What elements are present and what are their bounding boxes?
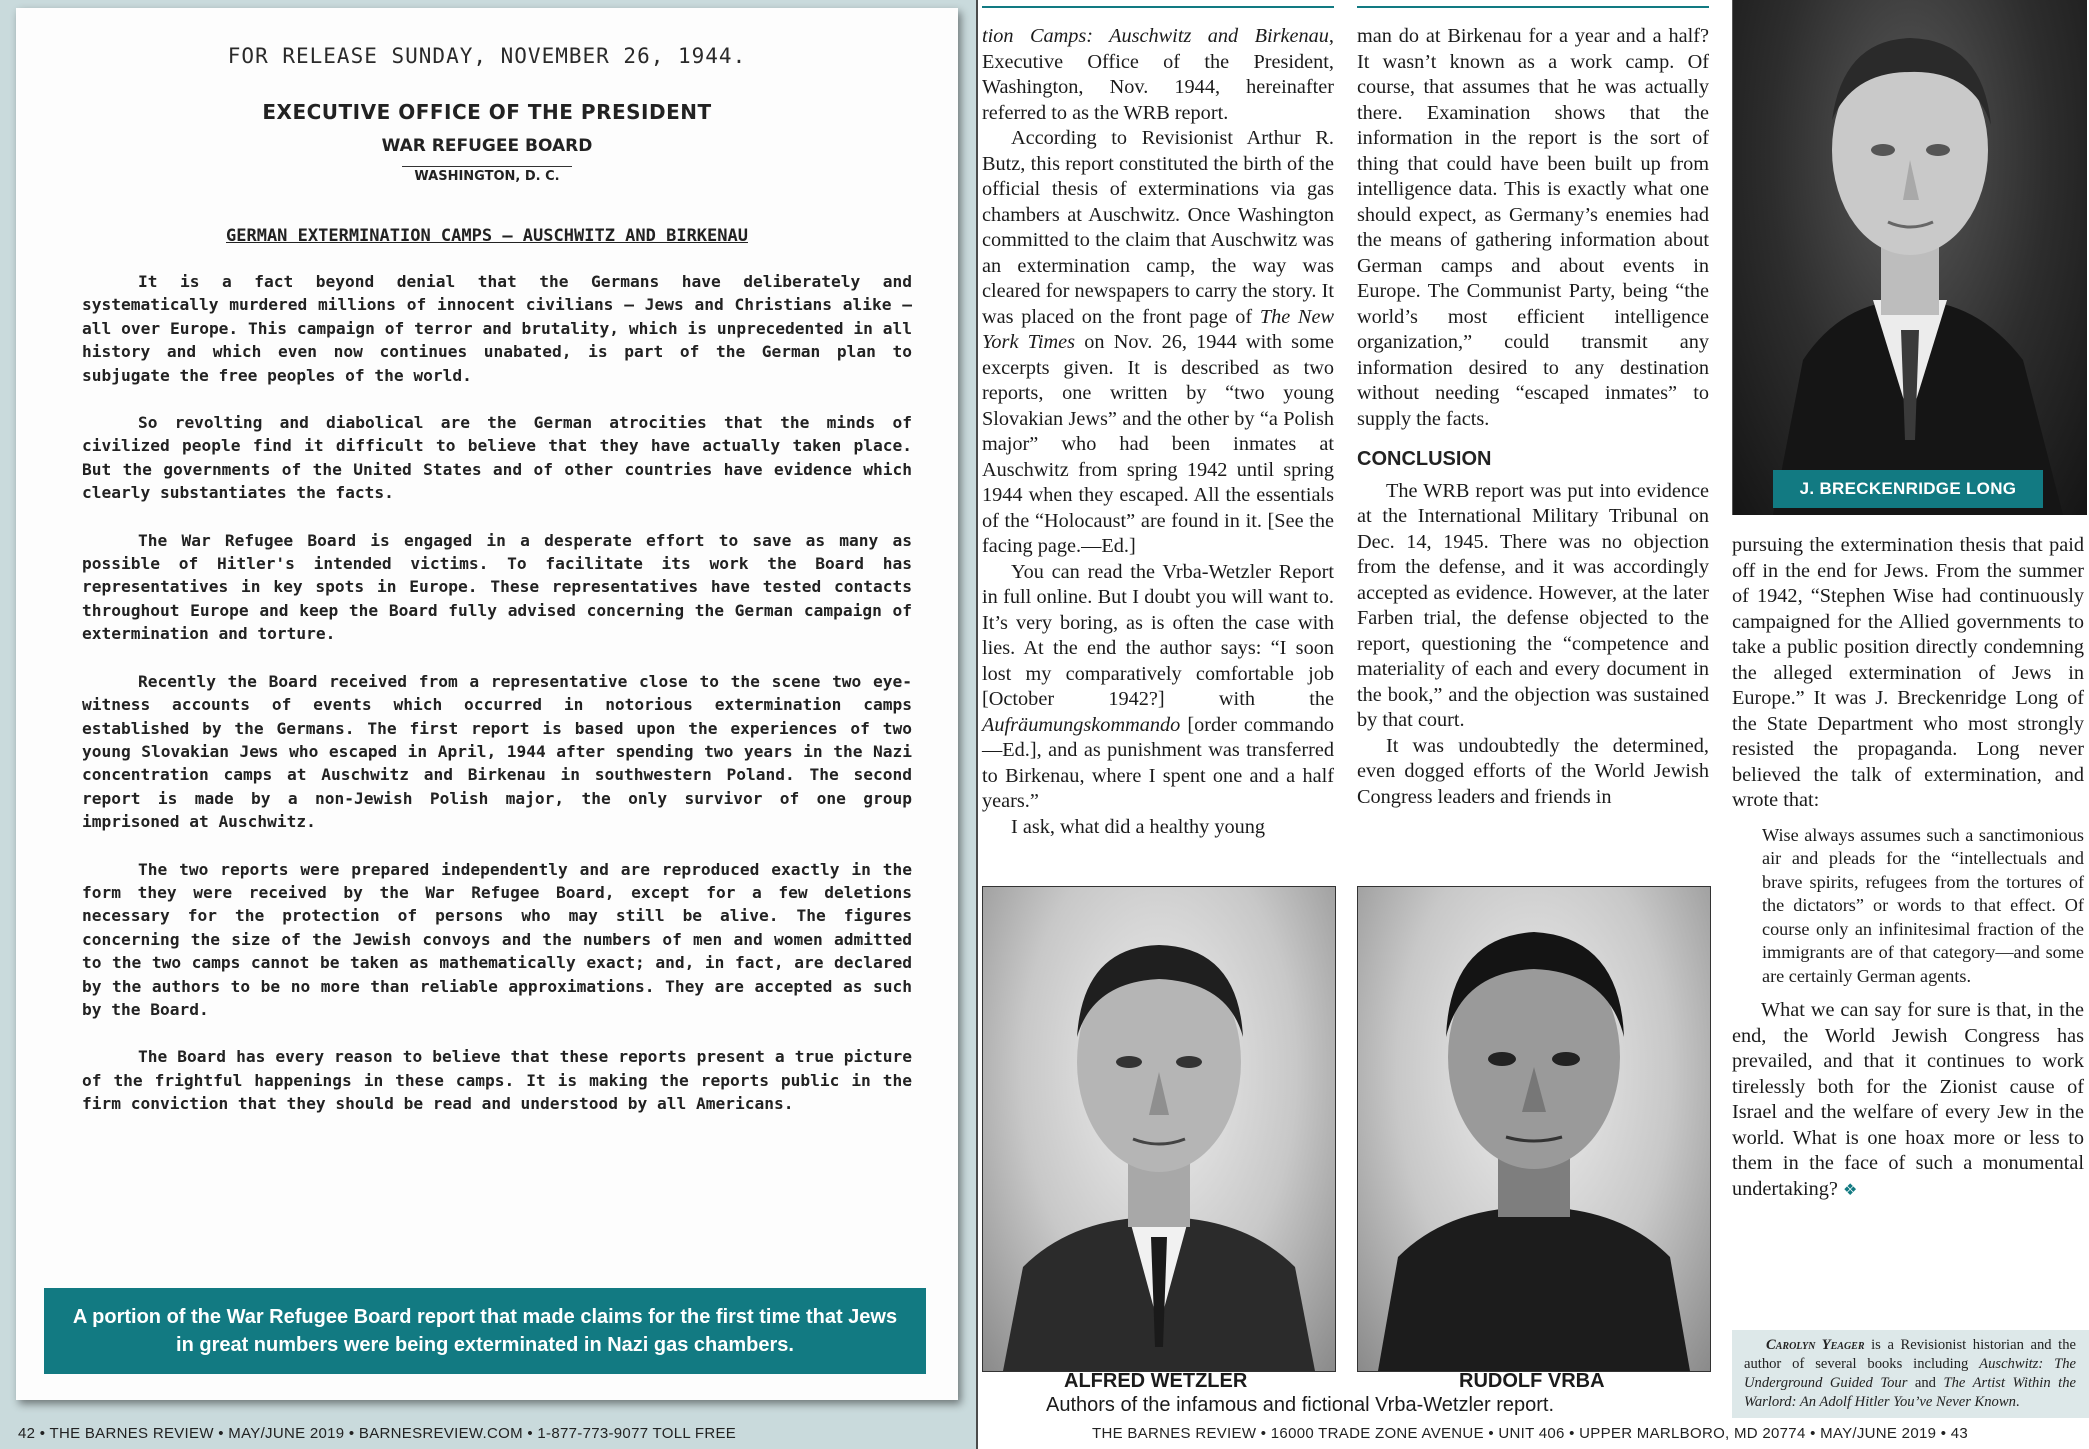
text-run: and <box>1907 1375 1944 1391</box>
document-office: EXECUTIVE OFFICE OF THE PRESIDENT <box>262 100 712 124</box>
section-heading: CONCLUSION <box>1357 448 1492 470</box>
text-run: What we can say for sure is that, in the end, the World Jewish Congress has prevailed, and that it continues to work tirelessly both for the Zionist cause of Israel and the welfare of every Jew in the world. What is one hoax more or less to them in the face of such a monumental undertaking? <box>1732 999 2084 1200</box>
photo-breckenridge-long <box>1732 0 2087 515</box>
text-run: According to Revisionist Arthur R. Butz, this report constituted the birth of the official thesis of exterminations via gas chambers at Auschwitz. Once Washington committed to the claim that Auschwitz was an extermination camp, the way was cleared for newspapers to carry the story. It was placed on the front page of <box>982 127 1334 328</box>
article-column-3 <box>1732 533 2084 1202</box>
document-title: GERMAN EXTERMINATION CAMPS — AUSCHWITZ AND BIRKENAU <box>226 226 748 246</box>
document-paragraph: The War Refugee Board is engaged in a desperate effort to save as many as possible of Hitler's intended victims. To facilitate its work the Board has representatives in key spots in Europe. These representatives have tested contacts throughout Europe and keep the Board fully advised concerning the German campaign of extermination and torture. <box>82 530 912 644</box>
article-paragraph <box>982 560 1334 815</box>
article-paragraph <box>982 126 1334 560</box>
article-paragraph <box>982 24 1334 126</box>
photo-label-long: J. BRECKENRIDGE LONG <box>1773 470 2043 508</box>
document-paragraph: So revolting and diabolical are the German atrocities that the minds of civilized people find it difficult to believe that they have actually taken place. But the governments of the United States and of other countries have evidence which clearly substantiates the facts. <box>82 413 912 503</box>
italic-title: The New York Times <box>982 305 1334 353</box>
photo-label-vrba: RUDOLF VRBA <box>1459 1370 1605 1392</box>
end-mark-icon: ❖ <box>1842 1179 1858 1199</box>
author-name: Carolyn Yeager <box>1766 1337 1865 1353</box>
photo-label-wetzler: ALFRED WETZLER <box>1064 1370 1248 1392</box>
document-caption-box <box>44 1288 926 1374</box>
article-column-1 <box>982 24 1334 840</box>
portrait-illustration <box>1358 887 1710 1371</box>
article-paragraph: man do at Birkenau for a year and a half? It wasn’t known as a work camp. Of course, that assumes that he was actually there. Examination shows that the information in the report is the sort of thing that could have been built up from intelligence data. This is exactly what one should expect, as Germany’s enemies had the means of gathering information about German camps and about events in Europe. The Communist Party, being “the world’s most efficient intelligence organization,” could transmit any information desired to any destination without needing “escaped inmates” to supply the facts. <box>1357 25 1709 430</box>
italic-title: tion Camps: Auschwitz and Birkenau <box>982 25 1329 47</box>
document-caption: A portion of the War Refugee Board report that made claims for the first time that Jews in great numbers were being exterminated in Nazi gas chambers. <box>72 1306 898 1356</box>
text-run: You can read the Vrba-Wetzler Report in full online. But I doubt you will want to. It’s very boring, as is often the case with lies. At the end the author says: “I soon lost my comparatively comfortable job [October 1942?] with the <box>982 560 1334 710</box>
text-run: . <box>2015 1394 2020 1410</box>
article-paragraph: pursuing the extermination thesis that paid off in the end for Jews. From the summer of 1942, “Stephen Wise had continuously campaigned for the Allied governments to take a public position directly condemning the alleged extermination of Jews in Europe.” It was J. Breckenridge Long of the State Department who most strongly resisted the propaganda. Long never believed the talk of extermination, and wrote that: <box>1732 534 2084 811</box>
photo-caption: Authors of the infamous and fictional Vrba-Wetzler report. <box>1046 1394 1555 1416</box>
wrb-document-scan <box>16 8 958 1400</box>
portrait-illustration <box>1733 0 2087 515</box>
book-title: The Artist Within the Warlord: An Adolf Hitler You’ve Never Known <box>1744 1375 2076 1410</box>
photo-rudolf-vrba <box>1357 886 1711 1372</box>
footer-right: THE BARNES REVIEW • 16000 TRADE ZONE AVENUE • UNIT 406 • UPPER MARLBORO, MD 20774 • MAY/JUNE 2019 • 43 <box>1092 1425 1969 1442</box>
article-column-2 <box>1357 24 1709 810</box>
photo-alfred-wetzler <box>982 886 1336 1372</box>
footer-left: 42 • THE BARNES REVIEW • MAY/JUNE 2019 • BARNESREVIEW.COM • 1-877-773-9077 TOLL FREE <box>18 1425 737 1442</box>
page-gutter <box>976 0 978 1449</box>
text-run: on Nov. 26, 1944 with some excerpts given. It is described as two reports, one written by “two young Slovakian Jews” and the other by “a Polish major” who had been inmates at Auschwitz from spring 1942 until spring 1944 when they escaped. All the essentials of the “Holocaust” are found in it. [See the facing page.—Ed.] <box>982 331 1334 557</box>
document-board: WAR REFUGEE BOARD <box>381 136 593 156</box>
document-paragraph: Recently the Board received from a representative close to the scene two eye-witness accounts of events which occurred in notorious extermination camps established by the Germans. The first report is based upon the experiences of two young Slovakian Jews who escaped in April, 1944 after spending two years in the Nazi concentration camps at Auschwitz and Birkenau in southwestern Poland. The second report is made by a non-Jewish Polish major, the only survivor of one group imprisoned at Auschwitz. <box>82 671 912 832</box>
column-rule <box>1357 6 1709 8</box>
document-location: WASHINGTON, D. C. <box>414 169 560 184</box>
release-line: FOR RELEASE SUNDAY, NOVEMBER 26, 1944. <box>227 44 747 68</box>
text-run: is a Revisionist historian and the author of several books including <box>1744 1337 2076 1372</box>
article-paragraph: I ask, what did a healthy young <box>1011 815 1266 838</box>
article-paragraph <box>1732 998 2084 1202</box>
column-rule <box>982 6 1334 8</box>
document-body <box>82 270 912 1140</box>
text-run: [order commando—Ed.], and as punishment was transferred to Birkenau, where I spent one and a half years.” <box>982 713 1334 812</box>
article-paragraph: It was undoubtedly the determined, even dogged efforts of the World Jewish Congress leaders and friends in <box>1357 734 1709 808</box>
document-paragraph: The Board has every reason to believe that these reports present a true picture of the frightful happenings in these camps. It is making the reports public in the firm conviction that they should be read and understood by all Americans. <box>82 1047 912 1114</box>
portrait-illustration <box>983 887 1335 1371</box>
block-quote: Wise always assumes such a sanctimonious air and pleads for the “intellectuals and brave spirits, refugees from the tortures of the dictators” or words to that effect. Of course only an infinitesimal fraction of the immigrants are of that category—and some are certainly German agents. <box>1762 824 2084 986</box>
article-paragraph: The WRB report was put into evidence at the International Military Tribunal on Dec. 14, 1945. There was no objection from the defense, and it was accordingly accepted as evidence. However, at the later Farben trial, the defense objected to the report, questioning the “competence and materiality of each and every document in the book,” and the objection was sustained by that court. <box>1357 479 1709 731</box>
left-page <box>0 0 976 1449</box>
italic-term: Aufräumungskommando <box>982 713 1181 736</box>
divider <box>402 166 572 167</box>
book-title: Auschwitz: The Underground Guided Tour <box>1744 1356 2076 1391</box>
document-paragraph: The two reports were prepared independently and are reproduced exactly in the form they were received by the War Refugee Board, except for a few deletions necessary for the protection of persons who may still be alive. The figures concerning the size of the Jewish convoys and the numbers of men and women admitted to the two camps cannot be taken as mathematically exact; and, in fact, are declared by the authors to be no more than reliable approximations. They are accepted as such by the Board. <box>82 859 912 1019</box>
text-run: , Executive Office of the President, Washington, Nov. 1944, hereinafter referred to as the WRB report. <box>982 25 1334 124</box>
document-paragraph: It is a fact beyond denial that the Germans have deliberately and systematically murdered millions of innocent civilians — Jews and Christians alike — all over Europe. This campaign of terror and brutality, which is unprecedented in all history and which even now continues unabated, is part of the German plan to subjugate the free peoples of the world. <box>82 272 912 385</box>
author-bio <box>1744 1336 2076 1412</box>
